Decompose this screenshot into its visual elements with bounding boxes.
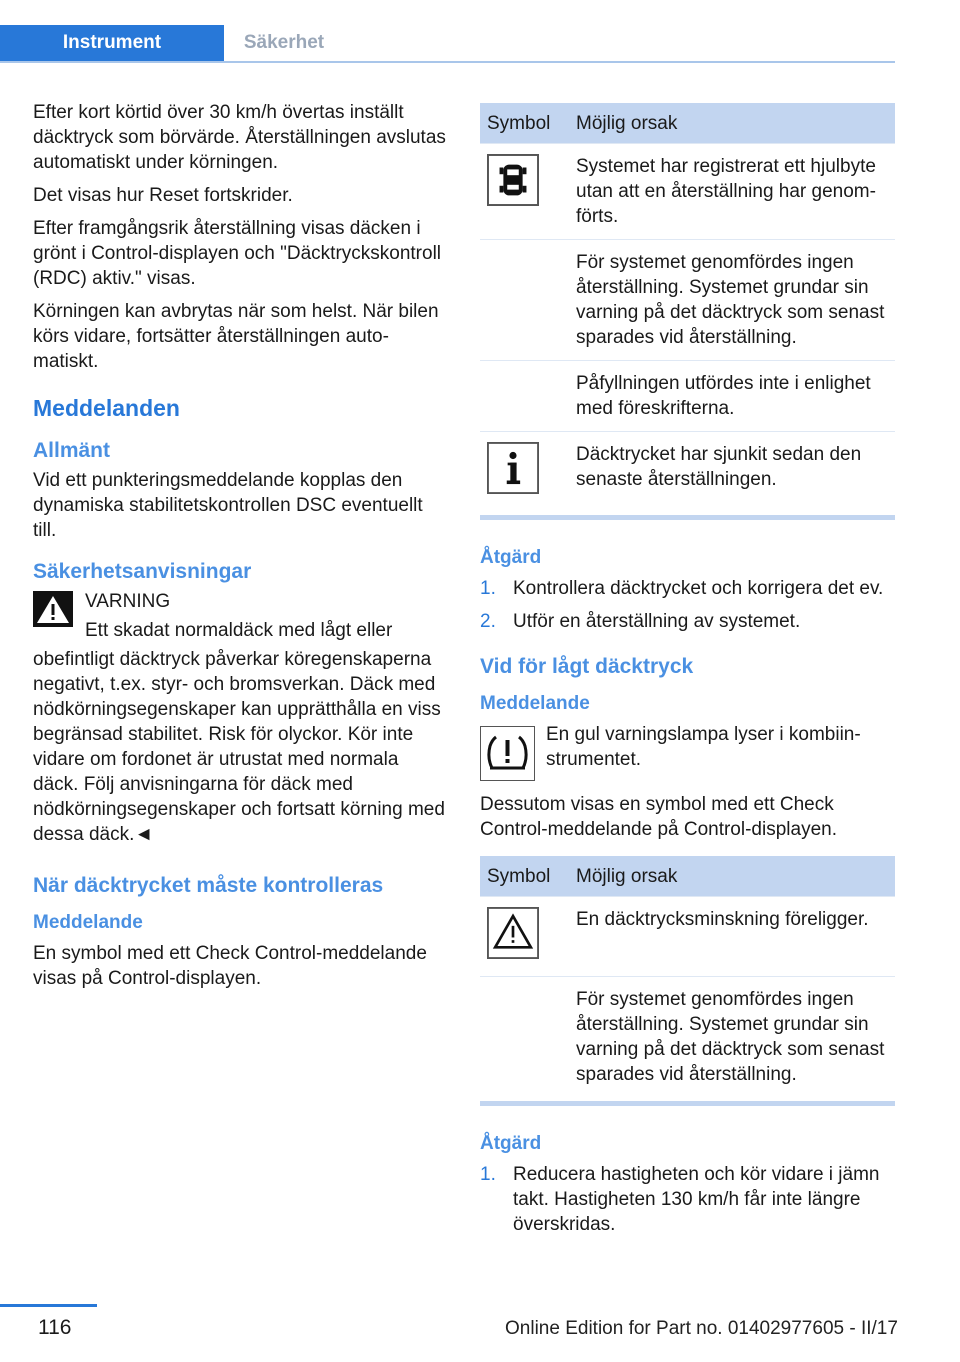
heading-lagt-dacktryck: Vid för lågt däcktryck [480,655,694,678]
list-text: Utför en återställning av systemet. [513,611,801,632]
orsak-cell: För systemet genomfördes ingen återställning. Systemet grundar sin varning på det däcktryck som senast sparades vid återställning. [569,977,895,1104]
table-row [480,240,895,361]
paragraph: Vid ett punkteringsmeddelande kopplas den dynamiska stabilitetskontrollen DSC eventuellt till. [33,470,423,541]
warning-text-first-line: Ett skadat normaldäck med lågt eller [85,620,393,641]
column-header-symbol: Symbol [480,856,569,897]
footer-rule [0,1304,97,1307]
warning-title: VARNING [85,591,171,612]
action-list-2 [480,1162,895,1237]
list-item [480,1162,895,1237]
right-column [480,103,895,1245]
paragraph: En symbol med ett Check Control-meddelande visas på Control-displayen. [33,943,427,989]
info-icon [487,442,539,494]
paragraph: Körningen kan avbrytas när som helst. När bilen körs vidare, fortsätter återställningen automatiskt. [33,301,439,372]
heading-sakerhetsanvisningar: Säkerhetsanvisningar [33,560,252,583]
table-row [480,361,895,432]
warning-triangle-icon [487,907,539,959]
heading-meddelanden: Meddelanden [33,395,180,421]
car-wheel-change-icon [487,154,539,206]
table-row [480,432,895,518]
paragraph: Efter framgångsrik återställning visas däcken i grönt i Control-displayen och "Däcktryckskontroll (RDC) aktiv." visas. [33,218,442,289]
heading-atgard-1: Åtgärd [480,547,542,568]
table-header-row [480,856,895,897]
column-header-symbol: Symbol [480,103,569,144]
action-list-1 [480,576,895,634]
table-row [480,144,895,240]
symbol-table-1 [480,103,895,520]
chapter-tabs [0,25,895,63]
orsak-cell: En däcktrycksminskning föreligger. [569,897,895,977]
orsak-cell: För systemet genomfördes ingen återställning. Systemet grundar sin varning på det däcktryck som senast sparades vid återställning. [569,240,895,361]
edition-text: Online Edition for Part no. 01402977605 - II/17 [505,1318,898,1339]
page-number: 116 [38,1316,72,1339]
column-header-orsak: Möjlig orsak [569,856,895,897]
paragraph: Dessutom visas en symbol med ett Check Control-meddelande på Control-displayen. [480,794,837,840]
orsak-cell: Däcktrycket har sjunkit sedan den senaste återställningen. [569,432,895,518]
list-item [480,576,895,601]
warning-lamp-block [480,722,895,782]
heading-kontroll: När däcktrycket måste kontrolleras [33,874,384,897]
tab-sakerhet[interactable]: Säkerhet [243,32,325,53]
warning-triangle-icon [33,591,73,627]
table-header-row [480,103,895,144]
heading-allmant: Allmänt [33,439,111,462]
list-text: Reducera hastigheten och kör vidare i jämn takt. Hastigheten 130 km/h får inte längre överskridas. [513,1164,880,1235]
paragraph: En gul varningslampa lyser i kombiinstrumentet. [546,724,861,770]
table-row [480,977,895,1104]
warning-block [33,589,448,643]
heading-meddelande: Meddelande [33,912,143,933]
list-number: 2. [480,611,496,632]
list-text: Kontrollera däcktrycket och korrigera det ev. [513,578,884,599]
table-row [480,897,895,977]
list-number: 1. [480,578,496,599]
warning-text: obefintligt däcktryck påverkar köregenskaperna negativt, t.ex. styr- och bromsverkan. Däck med nödkörningsegenskaper kan upprätthålla en viss begränsad stabilitet. Risk för olyckor. Kör inte vidare om fordonet är utrustat med normala däck. Följ anvisningarna för däck med nödkörningsegenskaper och fortsatt körning med dessa däck.◄ [33,649,445,845]
left-column [33,100,448,999]
heading-atgard-2: Åtgärd [480,1133,542,1154]
symbol-table-2 [480,856,895,1106]
column-header-orsak: Möjlig orsak [569,103,895,144]
orsak-cell: Påfyllningen utfördes inte i enlighet med föreskrifterna. [569,361,895,432]
tire-pressure-warning-icon [480,726,535,781]
paragraph: Efter kort körtid över 30 km/h övertas inställt däcktryck som börvärde. Återställningen avslutas automatiskt under körningen. [33,102,446,173]
orsak-cell: Systemet har registrerat ett hjulbyte utan att en återställning har genomförts. [569,144,895,240]
list-item [480,609,895,634]
list-number: 1. [480,1164,496,1185]
paragraph: Det visas hur Reset fortskrider. [33,185,293,206]
tab-instrument[interactable]: Instrument [0,25,224,61]
heading-meddelande: Meddelande [480,693,590,714]
